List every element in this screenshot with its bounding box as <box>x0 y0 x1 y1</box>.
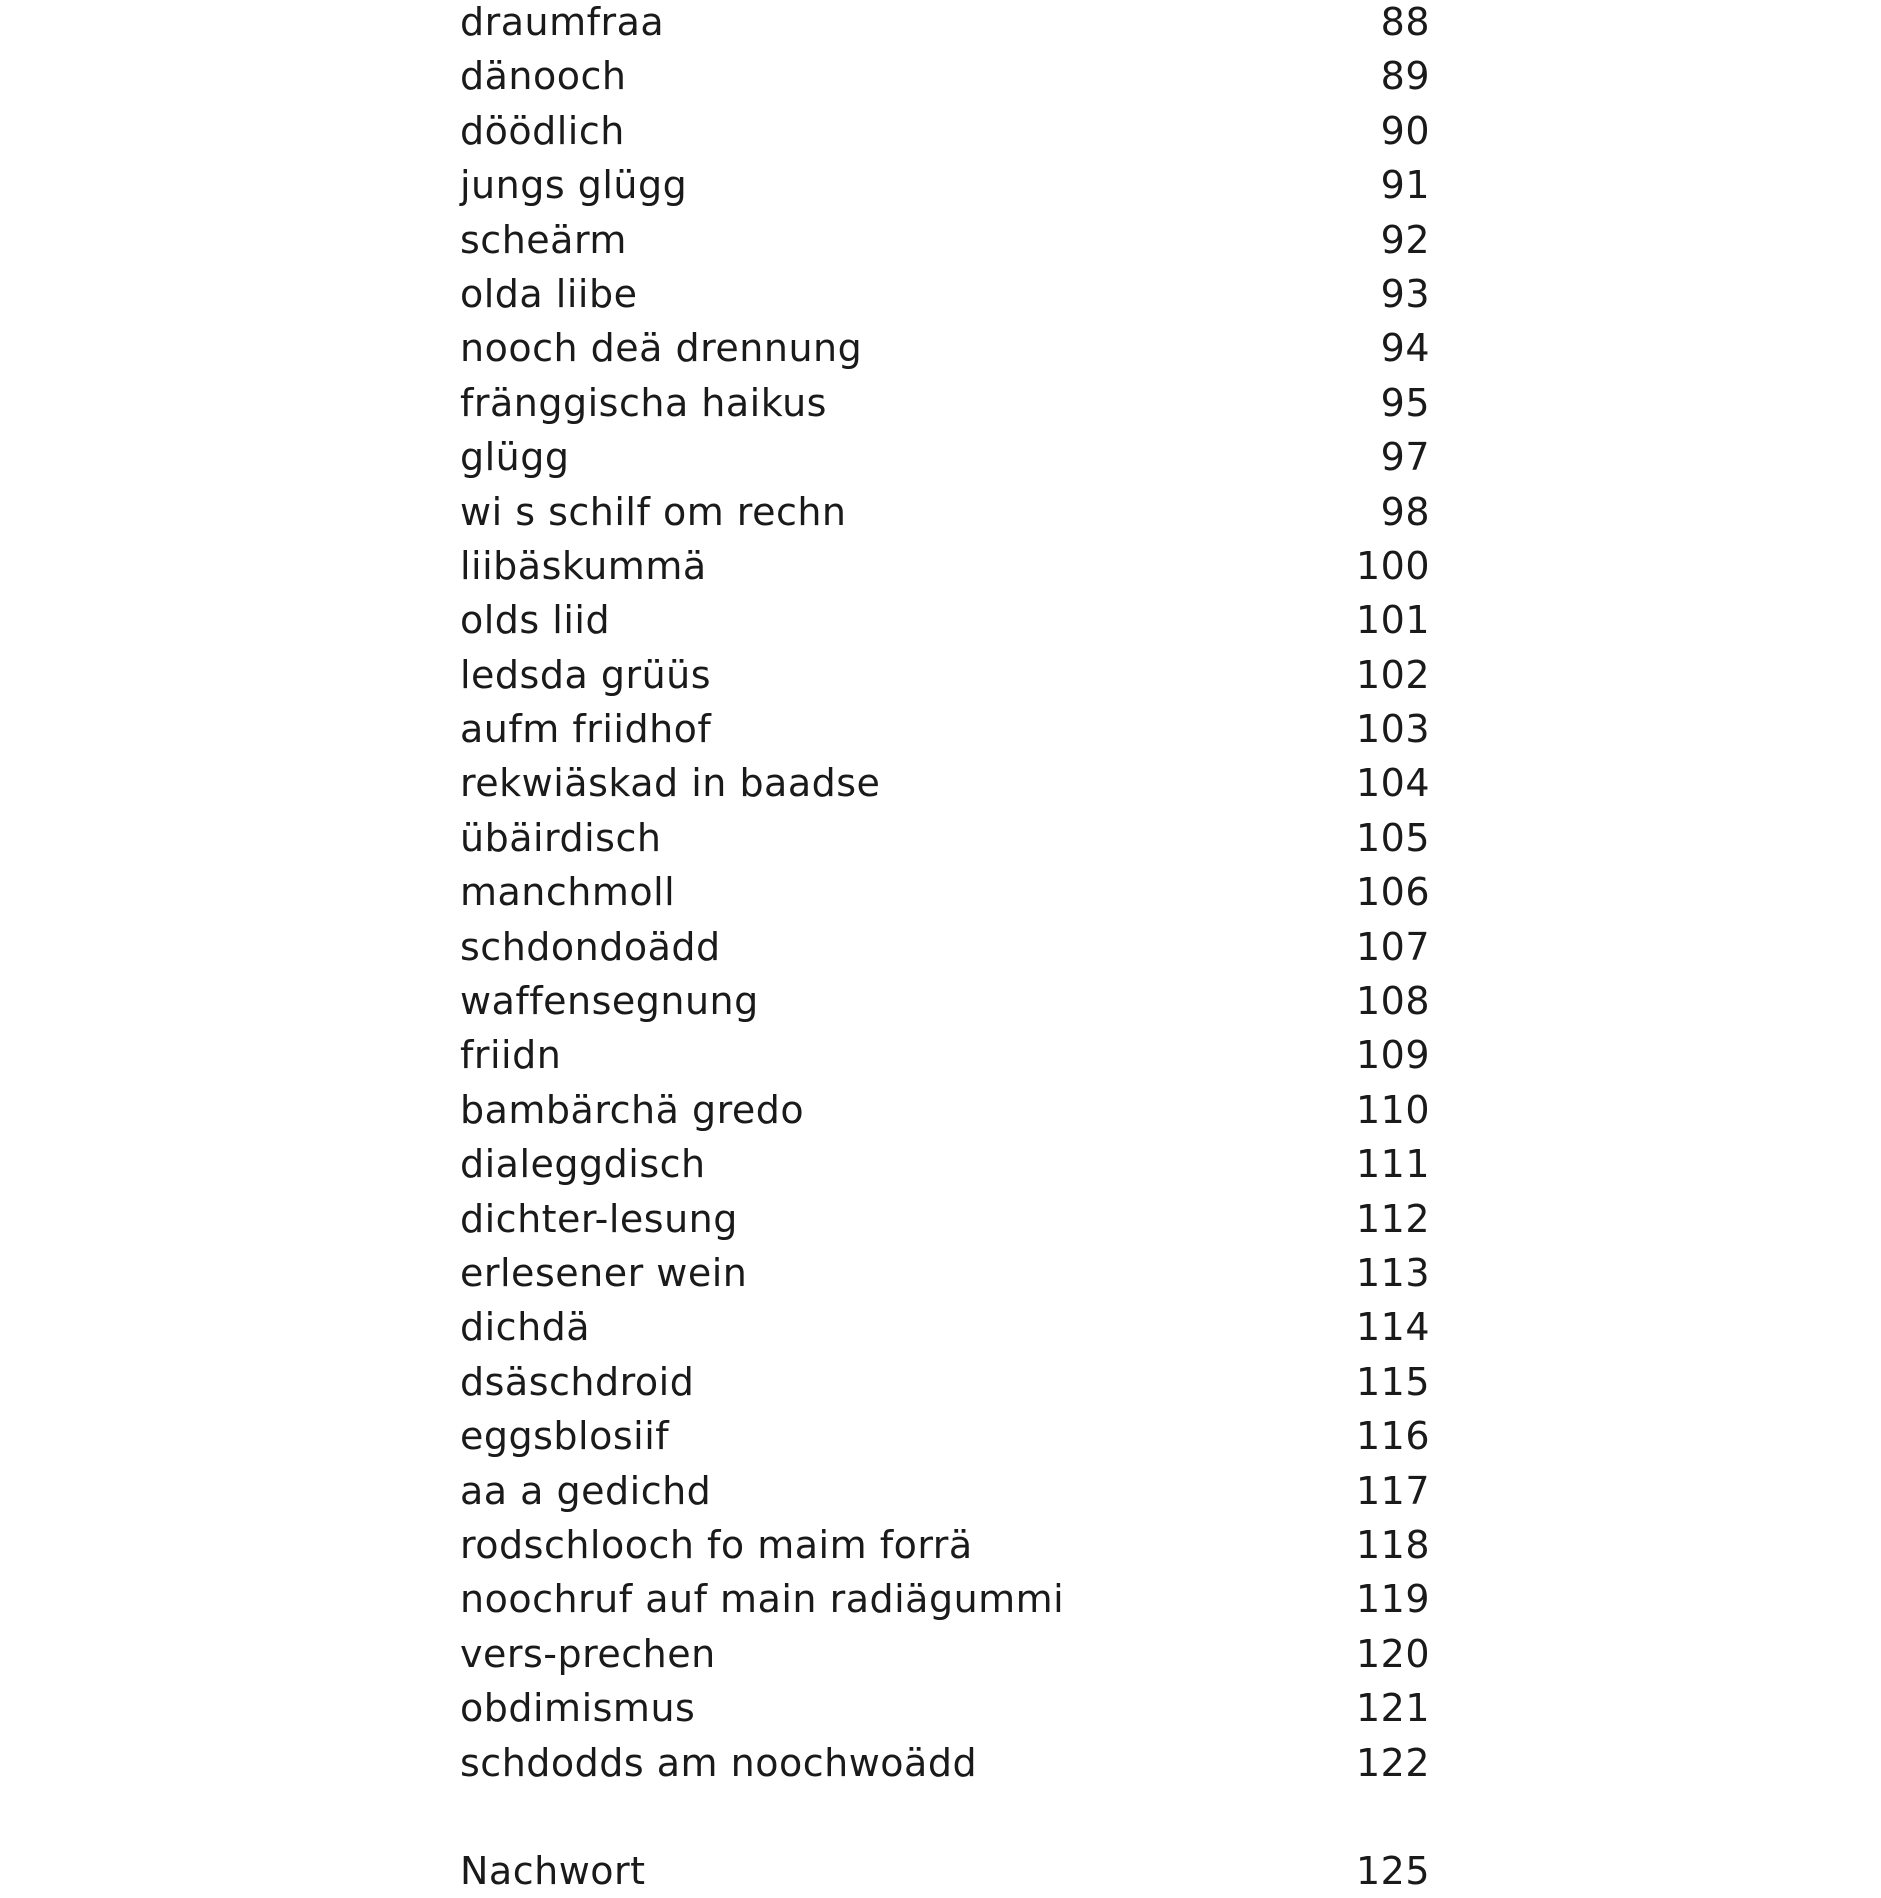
entry-page-number: 89 <box>1380 54 1430 99</box>
entry-title: schdondoädd <box>460 924 721 969</box>
entry-title: döödlich <box>460 108 625 153</box>
toc-entry <box>460 1681 1430 1735</box>
entry-title: dsäschdroid <box>460 1359 695 1404</box>
entry-page-number: 92 <box>1380 217 1430 262</box>
toc-entry <box>460 539 1430 593</box>
toc-entry <box>460 1246 1430 1300</box>
toc-entry <box>460 1192 1430 1246</box>
entry-page-number: 94 <box>1380 326 1430 371</box>
entry-title: dichter-lesung <box>460 1196 738 1241</box>
entry-title: liibäskummä <box>460 543 707 588</box>
toc-entry <box>460 430 1430 484</box>
entry-page-number: 119 <box>1355 1577 1430 1622</box>
entry-title: wi s schilf om rechn <box>460 489 847 534</box>
toc-entry <box>460 485 1430 539</box>
entry-page-number: 106 <box>1355 870 1430 915</box>
entry-title: übäirdisch <box>460 815 662 860</box>
entry-page-number: 91 <box>1380 163 1430 208</box>
toc-entry <box>460 974 1430 1028</box>
entry-title: aa a gedichd <box>460 1468 712 1513</box>
entry-page-number: 107 <box>1355 924 1430 969</box>
entry-title: glügg <box>460 435 570 480</box>
toc-entry <box>460 376 1430 430</box>
toc-entry <box>460 648 1430 702</box>
entry-page-number: 120 <box>1355 1631 1430 1676</box>
entry-page-number: 110 <box>1355 1087 1430 1132</box>
toc-entry <box>460 213 1430 267</box>
toc-entry <box>460 104 1430 158</box>
entry-title: fränggischa haikus <box>460 380 827 425</box>
entry-page-number: 118 <box>1355 1522 1430 1567</box>
entry-page-number: 105 <box>1355 815 1430 860</box>
entry-title: olda liibe <box>460 271 638 316</box>
toc-entry <box>460 1083 1430 1137</box>
entry-page-number: 114 <box>1355 1305 1430 1350</box>
section-spacer <box>460 1790 1430 1844</box>
toc-entry <box>460 267 1430 321</box>
afterword-page-number: 125 <box>1355 1848 1430 1893</box>
entry-page-number: 97 <box>1380 435 1430 480</box>
toc-entry-afterword <box>460 1844 1430 1898</box>
toc-entry <box>460 49 1430 103</box>
entry-title: bambärchä gredo <box>460 1087 805 1132</box>
entry-title: schdodds am noochwoädd <box>460 1740 978 1785</box>
entry-page-number: 109 <box>1355 1033 1430 1078</box>
toc-entry <box>460 920 1430 974</box>
entry-title: draumfraa <box>460 0 665 44</box>
entry-page-number: 100 <box>1355 543 1430 588</box>
entry-title: erlesener wein <box>460 1250 748 1295</box>
entry-page-number: 104 <box>1355 761 1430 806</box>
toc-entry <box>460 865 1430 919</box>
entry-page-number: 121 <box>1355 1686 1430 1731</box>
entry-page-number: 103 <box>1355 707 1430 752</box>
entry-title: friidn <box>460 1033 562 1078</box>
toc-entry <box>460 811 1430 865</box>
toc-entry <box>460 0 1430 49</box>
toc-entry <box>460 1300 1430 1354</box>
entry-page-number: 95 <box>1380 380 1430 425</box>
entry-page-number: 88 <box>1380 0 1430 44</box>
afterword-title: Nachwort <box>460 1848 646 1893</box>
toc-entry <box>460 158 1430 212</box>
entry-page-number: 93 <box>1380 271 1430 316</box>
toc-entry <box>460 1572 1430 1626</box>
entry-title: manchmoll <box>460 870 676 915</box>
toc-entry <box>460 702 1430 756</box>
entry-page-number: 113 <box>1355 1250 1430 1295</box>
toc-entry <box>460 1518 1430 1572</box>
entry-title: dichdä <box>460 1305 591 1350</box>
entry-page-number: 111 <box>1355 1142 1430 1187</box>
entry-title: rekwiäskad in baadse <box>460 761 881 806</box>
entry-title: waffensegnung <box>460 979 759 1024</box>
entry-title: olds liid <box>460 598 611 643</box>
entry-title: nooch deä drennung <box>460 326 863 371</box>
entry-title: eggsblosiif <box>460 1414 670 1459</box>
entry-page-number: 90 <box>1380 108 1430 153</box>
entry-title: ledsda grüüs <box>460 652 712 697</box>
toc-entry <box>460 1028 1430 1082</box>
entry-title: dänooch <box>460 54 627 99</box>
entry-title: rodschlooch fo maim forrä <box>460 1522 973 1567</box>
entry-page-number: 112 <box>1355 1196 1430 1241</box>
entry-title: noochruf auf main radiägummi <box>460 1577 1065 1622</box>
entry-title: scheärm <box>460 217 627 262</box>
entry-page-number: 122 <box>1355 1740 1430 1785</box>
entry-page-number: 98 <box>1380 489 1430 534</box>
table-of-contents <box>460 0 1430 1898</box>
entry-title: obdimismus <box>460 1686 696 1731</box>
entry-page-number: 102 <box>1355 652 1430 697</box>
toc-entry <box>460 1464 1430 1518</box>
toc-entry <box>460 756 1430 810</box>
toc-entry <box>460 1137 1430 1191</box>
toc-entry <box>460 1736 1430 1790</box>
entry-page-number: 116 <box>1355 1414 1430 1459</box>
entry-title: jungs glügg <box>460 163 688 208</box>
toc-entry <box>460 321 1430 375</box>
entry-page-number: 108 <box>1355 979 1430 1024</box>
entry-page-number: 115 <box>1355 1359 1430 1404</box>
entry-title: dialeggdisch <box>460 1142 706 1187</box>
entry-title: vers-prechen <box>460 1631 716 1676</box>
entry-page-number: 117 <box>1355 1468 1430 1513</box>
toc-entry <box>460 1355 1430 1409</box>
toc-entry <box>460 1627 1430 1681</box>
entry-title: aufm friidhof <box>460 707 712 752</box>
entry-page-number: 101 <box>1355 598 1430 643</box>
toc-entry <box>460 1409 1430 1463</box>
toc-entry <box>460 593 1430 647</box>
